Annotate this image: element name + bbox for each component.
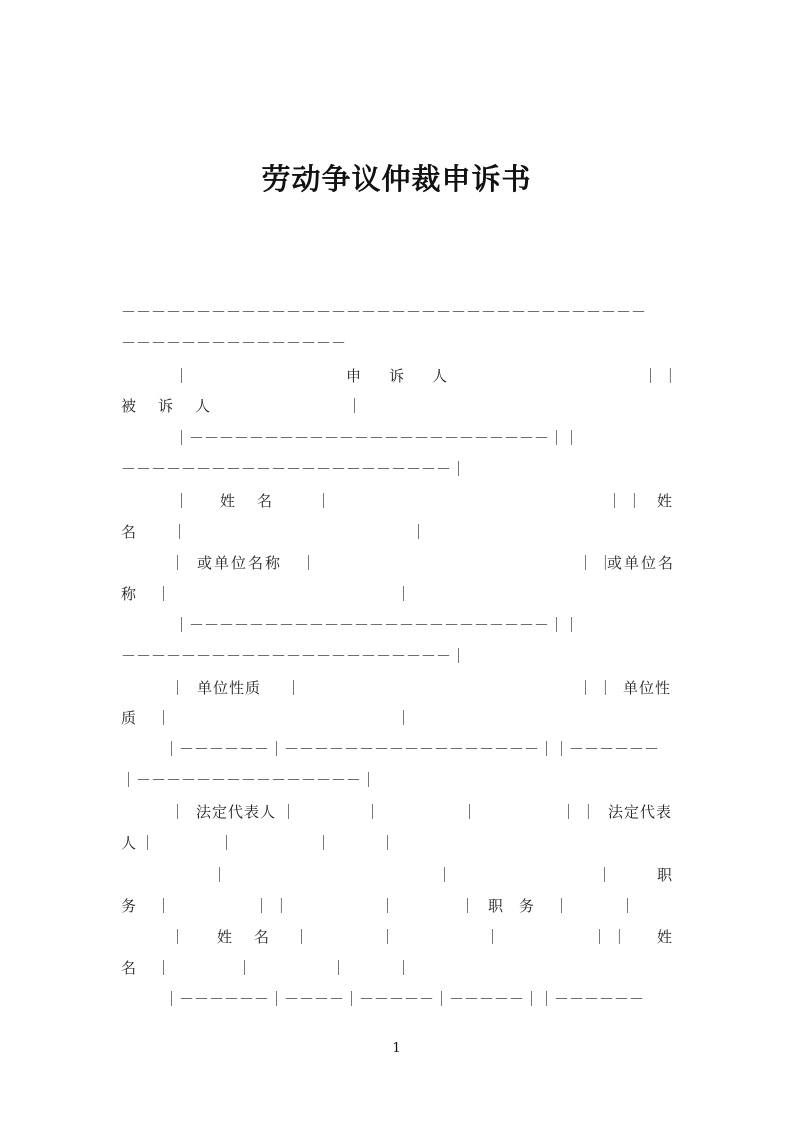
cell-divider: ｜ — [156, 959, 172, 977]
cell-divider: ｜ — [316, 834, 332, 852]
cell-divider: ｜ — [365, 803, 381, 821]
cell-divider: ｜ — [396, 585, 412, 603]
cell-divider: ｜ ｜ — [607, 492, 642, 510]
rule-line: －－－－－－－－－－－－－－－－－－－－－－｜ — [121, 460, 467, 478]
cell-divider: ｜ — [396, 959, 412, 977]
cell-divider: ｜ — [380, 897, 396, 915]
label-position-split: 务 — [121, 897, 137, 915]
cell-divider: ｜ — [170, 679, 186, 697]
cell-divider: ｜ — [462, 803, 478, 821]
label-org-name: 或单位名称 — [197, 554, 283, 572]
label-org-name-split: 称 — [121, 585, 137, 603]
cell-divider: ｜ ｜ — [592, 928, 627, 946]
cell-divider: ｜ — [485, 928, 501, 946]
label-legal-rep-split: 法定代表 — [608, 803, 673, 821]
cell-divider: ｜ — [411, 523, 427, 541]
cell-divider: ｜ — [437, 866, 453, 884]
label-position: 职务 — [488, 897, 551, 915]
cell-divider: ｜ — [172, 523, 188, 541]
cell-divider: ｜ — [156, 585, 172, 603]
cell-divider: ｜ — [156, 897, 172, 915]
text-line: －－－－－－－－－－－－－－－－－－－－－－－－－－－－－－－－－－－ — [121, 303, 647, 321]
cell-divider: ｜ — [620, 897, 636, 915]
label-org-type-split: 质 — [121, 709, 137, 727]
header-complainant: 申诉人 — [346, 367, 476, 385]
cell-divider: ｜ — [237, 959, 253, 977]
cell-divider: ｜ — [331, 959, 347, 977]
label-name-split: 名 — [121, 523, 137, 541]
document-title: 劳动争议仲裁申诉书 — [261, 162, 532, 196]
cell-divider: ｜ ｜ — [578, 554, 613, 572]
header-cell-divider: ｜ — [347, 397, 363, 415]
cell-divider: ｜ — [294, 928, 310, 946]
cell-divider: ｜ — [219, 834, 235, 852]
header-cell-divider: ｜ — [174, 367, 190, 385]
cell-divider: ｜ — [281, 803, 297, 821]
cell-divider: ｜ ｜ — [578, 679, 613, 697]
label-org-name-split: 或单位名 — [607, 554, 676, 572]
page-number: 1 — [392, 1041, 401, 1056]
cell-divider: ｜ — [140, 834, 156, 852]
label-legal-rep-split: 人 — [121, 834, 137, 852]
cell-divider: ｜ — [396, 709, 412, 727]
rule-line: ｜－－－－－－｜－－－－－－－－－－－－－－－－－｜｜－－－－－－ — [164, 740, 660, 758]
label-name: 姓名 — [217, 928, 292, 946]
label-name-split: 姓 — [657, 492, 673, 510]
cell-divider: ｜ — [380, 928, 396, 946]
label-legal-rep: 法定代表人 — [196, 803, 277, 821]
rule-line: －－－－－－－－－－－－－－－－－－－－－－｜ — [121, 647, 467, 665]
rule-line: ｜－－－－－－－－－－－－－－－－－－－－－－－－｜｜ — [174, 429, 580, 447]
label-position-split: 职 — [657, 866, 673, 884]
label-name: 姓名 — [220, 492, 295, 510]
cell-divider: ｜ — [597, 866, 613, 884]
rule-line: ｜－－－－－－－－－－－－－－－｜ — [121, 771, 377, 789]
cell-divider: ｜ — [170, 803, 186, 821]
cell-divider: ｜ ｜ — [254, 897, 289, 915]
cell-divider: ｜ — [380, 834, 396, 852]
header-cell-divider: ｜ ｜ — [643, 367, 678, 385]
header-respondent: 被诉人 — [121, 397, 233, 415]
cell-divider: ｜ — [170, 554, 186, 572]
label-org-type-split: 单位性 — [623, 679, 672, 697]
cell-divider: ｜ — [460, 897, 476, 915]
cell-divider: ｜ — [554, 897, 570, 915]
cell-divider: ｜ — [316, 492, 332, 510]
cell-divider: ｜ — [156, 709, 172, 727]
rule-line: ｜－－－－－－－－－－－－－－－－－－－－－－－－｜｜ — [174, 616, 580, 634]
cell-divider: ｜ — [170, 928, 186, 946]
cell-divider: ｜ — [212, 866, 228, 884]
label-name-split: 名 — [121, 959, 137, 977]
rule-line: ｜－－－－－－｜－－－－｜－－－－－｜－－－－－｜｜－－－－－－ — [164, 990, 645, 1008]
cell-divider: ｜ ｜ — [561, 803, 596, 821]
cell-divider: ｜ — [286, 679, 302, 697]
label-name-split: 姓 — [657, 928, 673, 946]
cell-divider: ｜ — [174, 492, 190, 510]
label-org-type: 单位性质 — [197, 679, 262, 697]
text-line: －－－－－－－－－－－－－－－ — [121, 334, 347, 352]
cell-divider: ｜ — [301, 554, 317, 572]
